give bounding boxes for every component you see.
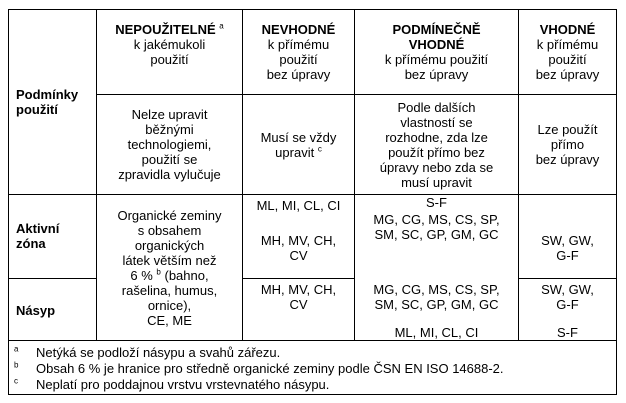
footnote-b-text: Obsah 6 % je hranice pro středně organické zeminy podle ČSN EN ISO 14688-2. — [36, 361, 504, 376]
header-col4-sub-3: bez úpravy — [535, 67, 600, 82]
podminky-col1-line: Nelze upravit — [131, 107, 208, 122]
footnote-a-text: Netýká se podloží násypu a svahů zářezu. — [36, 345, 281, 360]
header-col1-sub-1: k jakémukoli — [133, 37, 206, 52]
organic-line: organických — [134, 237, 205, 253]
footnote-b — [14, 360, 504, 376]
podminky-col1-line: zpravidla vylučuje — [118, 167, 221, 182]
aktivni-col3-line: MG, CG, MS, CS, SP, — [373, 212, 500, 227]
aktivni-col2-bottom — [243, 232, 354, 264]
organic-line: CE, ME — [147, 312, 192, 328]
row-label-podminky — [16, 84, 94, 120]
header-col3-sub-1: k přímému použití — [384, 52, 489, 67]
nasyp-col2-line: MH, MV, CH, — [260, 282, 337, 297]
header-col1 — [97, 22, 242, 82]
podminky-col3-line: musí upravit — [401, 174, 472, 190]
podminky-col1-line: technologiemi, — [127, 137, 212, 152]
header-col2-sub-1: k přímému — [267, 37, 330, 52]
header-col3-sub-2: bez úpravy — [404, 67, 469, 82]
nasyp-col3-top — [355, 281, 518, 313]
organic-line: s obsahem — [137, 222, 202, 238]
podminky-col3 — [355, 95, 518, 194]
header-col1-title: NEPOUŽITELNÉ — [115, 22, 216, 37]
organic-line: (bahno, — [164, 267, 209, 283]
aktivni-col2-line: CV — [289, 248, 308, 263]
hline-aktivni-label — [8, 278, 96, 279]
organic-line: látek větším než — [122, 252, 217, 268]
footnote-c-text: Neplatí pro poddajnou vrstvu vrstevnatého násypu. — [36, 377, 330, 392]
podminky-col3-line: vlastností se — [400, 114, 473, 130]
podminky-col1 — [97, 95, 242, 194]
header-col3 — [355, 22, 518, 94]
nasyp-col4-line: G-F — [556, 297, 579, 312]
nasyp-col3-bottom: ML, MI, CL, CI — [394, 325, 479, 340]
aktivni-col3-bottom — [355, 211, 518, 243]
organic-line: rašelina, humus, — [121, 282, 218, 298]
nasyp-col3-line: SM, SC, GP, GM, GC — [374, 297, 499, 312]
nasyp-col4-line: SW, GW, — [541, 282, 594, 297]
hline-aktivni-col4 — [518, 278, 617, 279]
border-left — [8, 9, 9, 395]
footnote-b-mark: b — [14, 360, 19, 370]
header-col2 — [243, 22, 354, 94]
header-col4-title: VHODNÉ — [539, 22, 596, 37]
row-label-podminky-2: použití — [16, 102, 58, 117]
nasyp-col4-bottom: S-F — [557, 325, 578, 340]
footnote-a-mark: a — [14, 344, 19, 354]
organic-soils-cell — [97, 195, 242, 340]
border-bottom — [8, 394, 617, 395]
aktivni-col4-line: G-F — [556, 248, 579, 263]
header-col2-title: NEVHODNÉ — [261, 22, 336, 37]
aktivni-col4-line: SW, GW, — [541, 233, 594, 248]
podminky-col2 — [243, 95, 354, 194]
footnote-c-mark: c — [14, 376, 18, 386]
nasyp-col4-top — [519, 281, 616, 313]
header-col3-title-2: VHODNÉ — [408, 37, 465, 52]
organic-pct: 6 % — [130, 267, 153, 283]
hline-table-end — [8, 340, 617, 341]
header-col4-sub-2: použití — [548, 52, 587, 67]
header-col2-sub-2: použití — [279, 52, 318, 67]
aktivni-col3-line: SM, SC, GP, GM, GC — [374, 227, 499, 242]
podminky-col4-line: přímo — [550, 137, 585, 152]
organic-line: ornice), — [147, 297, 192, 313]
row-label-aktivni — [16, 218, 94, 254]
footnote-ref-b: b — [156, 267, 161, 277]
border-top — [8, 9, 617, 10]
podminky-col4-line: Lze použít — [537, 122, 598, 137]
footnote-ref-c: c — [317, 144, 322, 154]
hline-aktivni-col2 — [242, 278, 354, 279]
podminky-col1-line: použití se — [141, 152, 198, 167]
aktivni-col4 — [519, 232, 616, 264]
nasyp-col3-line: MG, CG, MS, CS, SP, — [373, 282, 500, 297]
podminky-col1-line: běžnými — [145, 122, 194, 137]
podminky-col3-line: použít přímo bez — [388, 144, 485, 160]
aktivni-col2-top: ML, MI, CL, CI — [256, 198, 341, 213]
podminky-col3-line: rozhodne, zda lze — [385, 129, 488, 145]
footnote-c — [14, 376, 330, 392]
podminky-col4-line: bez úpravy — [535, 152, 600, 167]
aktivni-col2-line: MH, MV, CH, — [260, 233, 337, 248]
header-col4-sub-1: k přímému — [536, 37, 599, 52]
nasyp-col2-line: CV — [289, 297, 308, 312]
podminky-col2-line: upravit — [275, 144, 315, 160]
header-col4 — [519, 22, 616, 94]
nasyp-col2 — [243, 281, 354, 313]
row-label-aktivni-2: zóna — [16, 236, 46, 251]
row-label-nasyp: Násyp — [16, 303, 56, 318]
podminky-col3-line: úpravy nebo zda se — [379, 159, 494, 175]
aktivni-col3-top: S-F — [426, 195, 447, 210]
header-col2-sub-3: bez úpravy — [266, 67, 331, 82]
border-right — [616, 9, 617, 395]
organic-line: Organické zeminy — [117, 207, 222, 223]
podminky-col4 — [519, 95, 616, 194]
row-label-aktivni-1: Aktivní — [16, 221, 60, 236]
header-col1-sub-2: použití — [150, 52, 189, 67]
footnote-a — [14, 344, 281, 360]
row-label-podminky-1: Podmínky — [16, 87, 79, 102]
footnote-ref-a: a — [219, 21, 224, 31]
podminky-col3-line: Podle dalších — [397, 99, 476, 115]
podminky-col2-line: Musí se vždy — [260, 129, 337, 145]
header-col3-title-1: PODMÍNEČNĚ — [392, 22, 481, 37]
